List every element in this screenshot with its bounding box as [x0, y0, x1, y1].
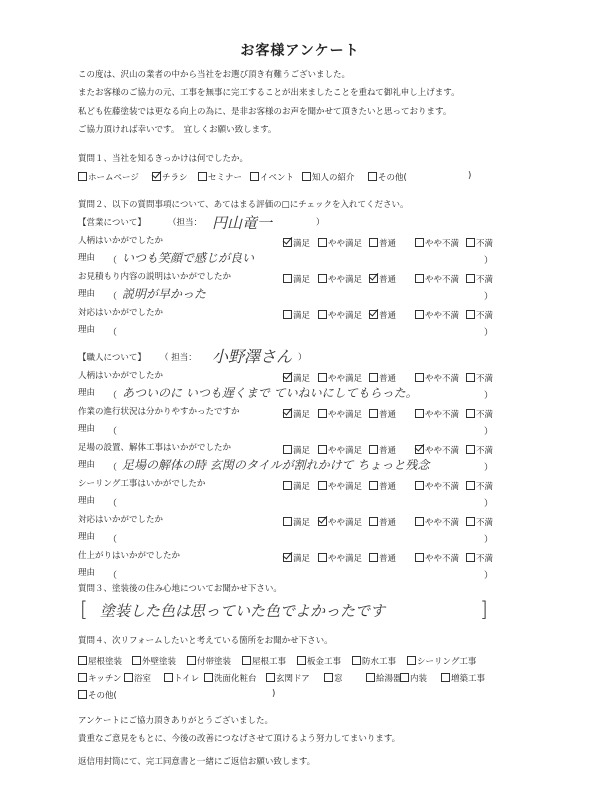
checkbox[interactable]: [415, 481, 424, 490]
q4-option-row1-1[interactable]: 屋根塗装: [78, 655, 122, 667]
sales-question-1: 人柄はいかがでしたか: [78, 236, 164, 246]
reason-close-paren: ）: [484, 391, 494, 401]
craft-rating-option[interactable]: やや不満: [415, 516, 459, 528]
intro-line-1: この度は、沢山の業者の中から当社をお選び頂き有難うございました。: [78, 70, 351, 80]
checkbox[interactable]: [369, 409, 378, 418]
q4-label: 質問４、次リフォームしたいと考えている箇所をお聞かせ下さい。: [78, 636, 333, 646]
craft-rating-option[interactable]: 不満: [466, 408, 493, 420]
craft-rating-row-2: [0, 408, 600, 420]
sales-rating-option[interactable]: やや満足: [318, 237, 362, 249]
checkbox[interactable]: [466, 409, 475, 418]
intro-line-4: ご協力頂ければ幸いです。 宜しくお願い致します。: [78, 125, 277, 135]
reason-open-paren: （: [108, 499, 118, 509]
reason-open-paren: （: [108, 463, 118, 473]
q4-option-row2-2[interactable]: 浴室: [124, 672, 151, 684]
sales-reason-answer-1[interactable]: いつも笑顔で感じが良い: [122, 251, 255, 265]
sales-rating-option[interactable]: 不満: [466, 273, 493, 285]
craft-reason-label: 理由: [78, 388, 96, 398]
checkbox[interactable]: [400, 673, 409, 682]
checkbox[interactable]: [78, 690, 87, 699]
craft-rating-option[interactable]: やや満足: [318, 480, 362, 492]
q1-option-referral[interactable]: 知人の紹介: [302, 171, 355, 183]
craft-question-2: 作業の進行状況は分かりやすかったですか: [78, 407, 240, 417]
sales-rating-option[interactable]: やや不満: [415, 273, 459, 285]
checkbox[interactable]: [352, 656, 361, 665]
checkbox[interactable]: [78, 656, 87, 665]
q1-other-close: ): [468, 171, 472, 181]
sales-rating-option[interactable]: やや不満: [415, 237, 459, 249]
page-title: お客様アンケート: [240, 43, 360, 59]
q4-option-row2-4[interactable]: 洗面化粧台: [204, 672, 257, 684]
sales-reason-answer-2[interactable]: 説明が早かった: [122, 287, 207, 301]
craft-rating-option[interactable]: やや不満: [415, 552, 459, 564]
checkbox[interactable]: [407, 656, 416, 665]
q1-options: [78, 171, 518, 183]
checkbox[interactable]: [318, 481, 327, 490]
checkbox-checked[interactable]: [283, 553, 292, 562]
checkbox[interactable]: [204, 673, 213, 682]
reason-close-paren: ）: [484, 292, 494, 302]
intro-line-3: 私ども佐藤塗装では更なる向上の為に、是非お客様のお声を聞かせて頂きたいと思っております。: [78, 107, 452, 117]
craft-rating-option[interactable]: 満足: [283, 480, 310, 492]
craft-rating-option[interactable]: 普通: [369, 372, 396, 384]
checkbox[interactable]: [242, 656, 251, 665]
checkbox[interactable]: [266, 673, 275, 682]
sales-reason-label: 理由: [78, 325, 96, 335]
craft-rating-option[interactable]: 満足: [283, 444, 310, 456]
sales-tanto-name: 円山竜一: [212, 214, 273, 232]
craft-rating-row-5: [0, 516, 600, 528]
checkbox-checked[interactable]: [369, 274, 378, 283]
checkbox[interactable]: [415, 517, 424, 526]
sales-rating-option[interactable]: やや不満: [415, 309, 459, 321]
sales-rating-option[interactable]: 普通: [369, 237, 396, 249]
craft-reason-answer-3[interactable]: 足場の解体の時 玄関のタイルが割れかけて ちょっと残念: [122, 458, 430, 472]
q1-label: 質問１、当社を知るきっかけは何でしたか。: [78, 154, 249, 164]
checkbox[interactable]: [283, 445, 292, 454]
checkbox[interactable]: [187, 656, 196, 665]
checkbox-checked[interactable]: [415, 445, 424, 454]
sales-rating-option[interactable]: 満足: [283, 237, 310, 249]
checkbox[interactable]: [441, 673, 450, 682]
q4-option-row2-8[interactable]: 内装: [400, 672, 427, 684]
q4-option-row2-9[interactable]: 増築工事: [441, 672, 485, 684]
checkbox[interactable]: [318, 445, 327, 454]
craft-rating-option[interactable]: 不満: [466, 444, 493, 456]
checkbox[interactable]: [324, 673, 333, 682]
craft-rating-option[interactable]: やや満足: [318, 408, 362, 420]
checkbox[interactable]: [124, 673, 133, 682]
craft-question-4: シーリング工事はいかがでしたか: [78, 479, 206, 489]
sales-reason-label: 理由: [78, 289, 96, 299]
q1-option-other[interactable]: その他(: [368, 171, 407, 183]
reason-close-paren: ）: [484, 427, 494, 437]
craft-rating-option[interactable]: 普通: [369, 480, 396, 492]
reason-close-paren: ）: [484, 463, 494, 473]
q2-label: 質問２、以下の質問事項について、あてはまる評価の□にチェックを入れてください。: [78, 200, 409, 210]
checkbox[interactable]: [283, 517, 292, 526]
checkbox[interactable]: [318, 409, 327, 418]
checkbox[interactable]: [369, 481, 378, 490]
checkbox[interactable]: [164, 673, 173, 682]
q4-other-close: ): [272, 689, 276, 699]
q4-row-2: [78, 672, 518, 684]
checkbox[interactable]: [466, 481, 475, 490]
craft-question-1: 人柄はいかがでしたか: [78, 371, 164, 381]
craft-rating-option[interactable]: 満足: [283, 516, 310, 528]
reason-close-paren: ）: [484, 571, 494, 581]
sales-rating-option[interactable]: 不満: [466, 237, 493, 249]
reason-close-paren: ）: [484, 499, 494, 509]
sales-reason-label: 理由: [78, 253, 96, 263]
reason-open-paren: （: [108, 256, 118, 266]
checkbox[interactable]: [466, 445, 475, 454]
checkbox[interactable]: [302, 172, 311, 181]
checkbox[interactable]: [466, 238, 475, 247]
sales-rating-option[interactable]: 普通: [369, 273, 396, 285]
q4-option-row1-2[interactable]: 外壁塗装: [132, 655, 176, 667]
craft-rating-option[interactable]: 満足: [283, 372, 310, 384]
sales-tanto-close: ）: [316, 218, 325, 228]
checkbox[interactable]: [366, 673, 375, 682]
q3-open-bracket: [: [80, 597, 88, 621]
q1-option-seminar[interactable]: セミナー: [198, 171, 242, 183]
checkbox-checked[interactable]: [318, 517, 327, 526]
checkbox[interactable]: [369, 445, 378, 454]
sales-question-3: 対応はいかがでしたか: [78, 308, 164, 318]
checkbox-checked[interactable]: [152, 172, 161, 181]
checkbox[interactable]: [466, 373, 475, 382]
craft-reason-label: 理由: [78, 496, 96, 506]
checkbox[interactable]: [318, 310, 327, 319]
closing-line-1: アンケートにご協力頂きありがとうございました。: [78, 716, 273, 726]
checkbox[interactable]: [318, 238, 327, 247]
sales-question-2: お見積もり内容の説明はいかがでしたか: [78, 272, 232, 282]
q4-option-row1-6[interactable]: 防水工事: [352, 655, 396, 667]
craft-header: 【職人について】: [78, 353, 146, 363]
checkbox[interactable]: [466, 274, 475, 283]
sales-rating-option[interactable]: 満足: [283, 309, 310, 321]
q1-option-event[interactable]: イベント: [250, 171, 294, 183]
craft-rating-option[interactable]: 普通: [369, 408, 396, 420]
craft-rating-option[interactable]: 満足: [283, 408, 310, 420]
checkbox[interactable]: [415, 553, 424, 562]
q3-close-bracket: ]: [480, 597, 488, 621]
sales-rating-row-2: [0, 273, 600, 285]
checkbox-checked[interactable]: [283, 238, 292, 247]
checkbox[interactable]: [78, 673, 87, 682]
craft-tanto-close: ）: [298, 353, 307, 363]
q1-option-flyer[interactable]: チラシ: [152, 171, 188, 183]
q4-option-other[interactable]: その他(: [78, 689, 117, 701]
sales-header: 【営業について】: [78, 218, 146, 228]
intro-line-2: またお客様のご協力の元、工事を無事に完工することが出来ましたことを重ねて御礼申し上げます。: [78, 88, 460, 98]
craft-rating-option[interactable]: 普通: [369, 444, 396, 456]
checkbox-checked[interactable]: [283, 373, 292, 382]
craft-rating-option[interactable]: やや満足: [318, 372, 362, 384]
craft-reason-label: 理由: [78, 424, 96, 434]
checkbox[interactable]: [318, 373, 327, 382]
craft-rating-option[interactable]: 不満: [466, 480, 493, 492]
craft-rating-option[interactable]: 普通: [369, 516, 396, 528]
checkbox[interactable]: [466, 517, 475, 526]
checkbox[interactable]: [283, 481, 292, 490]
checkbox[interactable]: [283, 274, 292, 283]
sales-rating-option[interactable]: 満足: [283, 273, 310, 285]
craft-reason-label: 理由: [78, 460, 96, 470]
sales-rating-row-1: [0, 237, 600, 249]
reason-open-paren: （: [108, 427, 118, 437]
closing-line-3: 返信用封筒にて、完工同意書と一緒にご返信お願い致します。: [78, 757, 316, 767]
q3-label: 質問３、塗装後の住み心地についてお聞かせ下さい。: [78, 584, 282, 594]
reason-close-paren: ）: [484, 328, 494, 338]
craft-rating-row-3: [0, 444, 600, 456]
sales-rating-option[interactable]: 不満: [466, 309, 493, 321]
sales-rating-option[interactable]: やや満足: [318, 309, 362, 321]
reason-open-paren: （: [108, 292, 118, 302]
q4-option-row1-3[interactable]: 付帯塗装: [187, 655, 231, 667]
craft-reason-label: 理由: [78, 532, 96, 542]
craft-rating-option[interactable]: やや満足: [318, 552, 362, 564]
checkbox[interactable]: [283, 310, 292, 319]
q4-row-1: [78, 655, 518, 667]
checkbox[interactable]: [466, 553, 475, 562]
checkbox[interactable]: [369, 238, 378, 247]
reason-close-paren: ）: [484, 256, 494, 266]
reason-open-paren: （: [108, 535, 118, 545]
reason-open-paren: （: [108, 328, 118, 338]
checkbox[interactable]: [415, 238, 424, 247]
q4-option-row1-4[interactable]: 屋根工事: [242, 655, 286, 667]
checkbox[interactable]: [198, 172, 207, 181]
craft-tanto-name: 小野澤さん: [212, 347, 293, 366]
craft-rating-option[interactable]: やや満足: [318, 516, 362, 528]
craft-question-3: 足場の設置、解体工事はいかがでしたか: [78, 443, 232, 453]
checkbox[interactable]: [415, 274, 424, 283]
checkbox[interactable]: [78, 172, 87, 181]
craft-rating-row-6: [0, 552, 600, 564]
q3-answer[interactable]: 塗装した色は思っていた色でよかったです: [100, 602, 386, 620]
craft-rating-option[interactable]: 不満: [466, 552, 493, 564]
craft-tanto-label: （ 担当：: [160, 353, 197, 363]
sales-tanto-label: （担当：: [168, 218, 203, 228]
closing-line-2: 貴重なご意見をもとに、今後の改善につなげさせて頂けるよう努力してまいります。: [78, 734, 401, 744]
craft-rating-option[interactable]: やや不満: [415, 480, 459, 492]
craft-rating-option[interactable]: 不満: [466, 516, 493, 528]
craft-rating-option[interactable]: やや不満: [415, 444, 459, 456]
q4-option-row1-5[interactable]: 板金工事: [297, 655, 341, 667]
craft-rating-option[interactable]: 不満: [466, 372, 493, 384]
q4-option-row2-6[interactable]: 窓: [324, 672, 343, 684]
reason-open-paren: （: [108, 391, 118, 401]
reason-open-paren: （: [108, 571, 118, 581]
checkbox-checked[interactable]: [283, 409, 292, 418]
craft-rating-option[interactable]: やや不満: [415, 408, 459, 420]
craft-question-6: 仕上がりはいかがでしたか: [78, 551, 181, 561]
checkbox[interactable]: [369, 553, 378, 562]
checkbox[interactable]: [415, 373, 424, 382]
checkbox[interactable]: [368, 172, 377, 181]
craft-rating-option[interactable]: やや不満: [415, 372, 459, 384]
checkbox[interactable]: [369, 517, 378, 526]
craft-rating-option[interactable]: 普通: [369, 552, 396, 564]
craft-rating-option[interactable]: 満足: [283, 552, 310, 564]
q4-option-row2-7[interactable]: 給湯器: [366, 672, 402, 684]
craft-rating-option[interactable]: やや満足: [318, 444, 362, 456]
q4-row-3: [78, 689, 518, 701]
checkbox[interactable]: [318, 274, 327, 283]
checkbox[interactable]: [369, 373, 378, 382]
checkbox[interactable]: [415, 409, 424, 418]
checkbox[interactable]: [297, 656, 306, 665]
checkbox[interactable]: [250, 172, 259, 181]
craft-rating-row-1: [0, 372, 600, 384]
q1-option-homepage[interactable]: ホームページ: [78, 171, 139, 183]
sales-rating-option[interactable]: やや満足: [318, 273, 362, 285]
q4-option-row2-5[interactable]: 玄関ドア: [266, 672, 310, 684]
craft-reason-answer-1[interactable]: あついのに いつも遅くまで ていねいにしてもらった。: [122, 386, 418, 400]
checkbox[interactable]: [318, 553, 327, 562]
sales-rating-row-3: [0, 309, 600, 321]
q4-option-row2-1[interactable]: キッチン: [78, 672, 121, 684]
q4-option-row1-7[interactable]: シーリング工事: [407, 655, 476, 667]
checkbox[interactable]: [132, 656, 141, 665]
checkbox[interactable]: [466, 310, 475, 319]
checkbox-checked[interactable]: [369, 310, 378, 319]
sales-rating-option[interactable]: 普通: [369, 309, 396, 321]
reason-close-paren: ）: [484, 535, 494, 545]
craft-reason-label: 理由: [78, 568, 96, 578]
craft-question-5: 対応はいかがでしたか: [78, 515, 164, 525]
checkbox[interactable]: [415, 310, 424, 319]
q4-option-row2-3[interactable]: トイレ: [164, 672, 199, 684]
craft-rating-row-4: [0, 480, 600, 492]
